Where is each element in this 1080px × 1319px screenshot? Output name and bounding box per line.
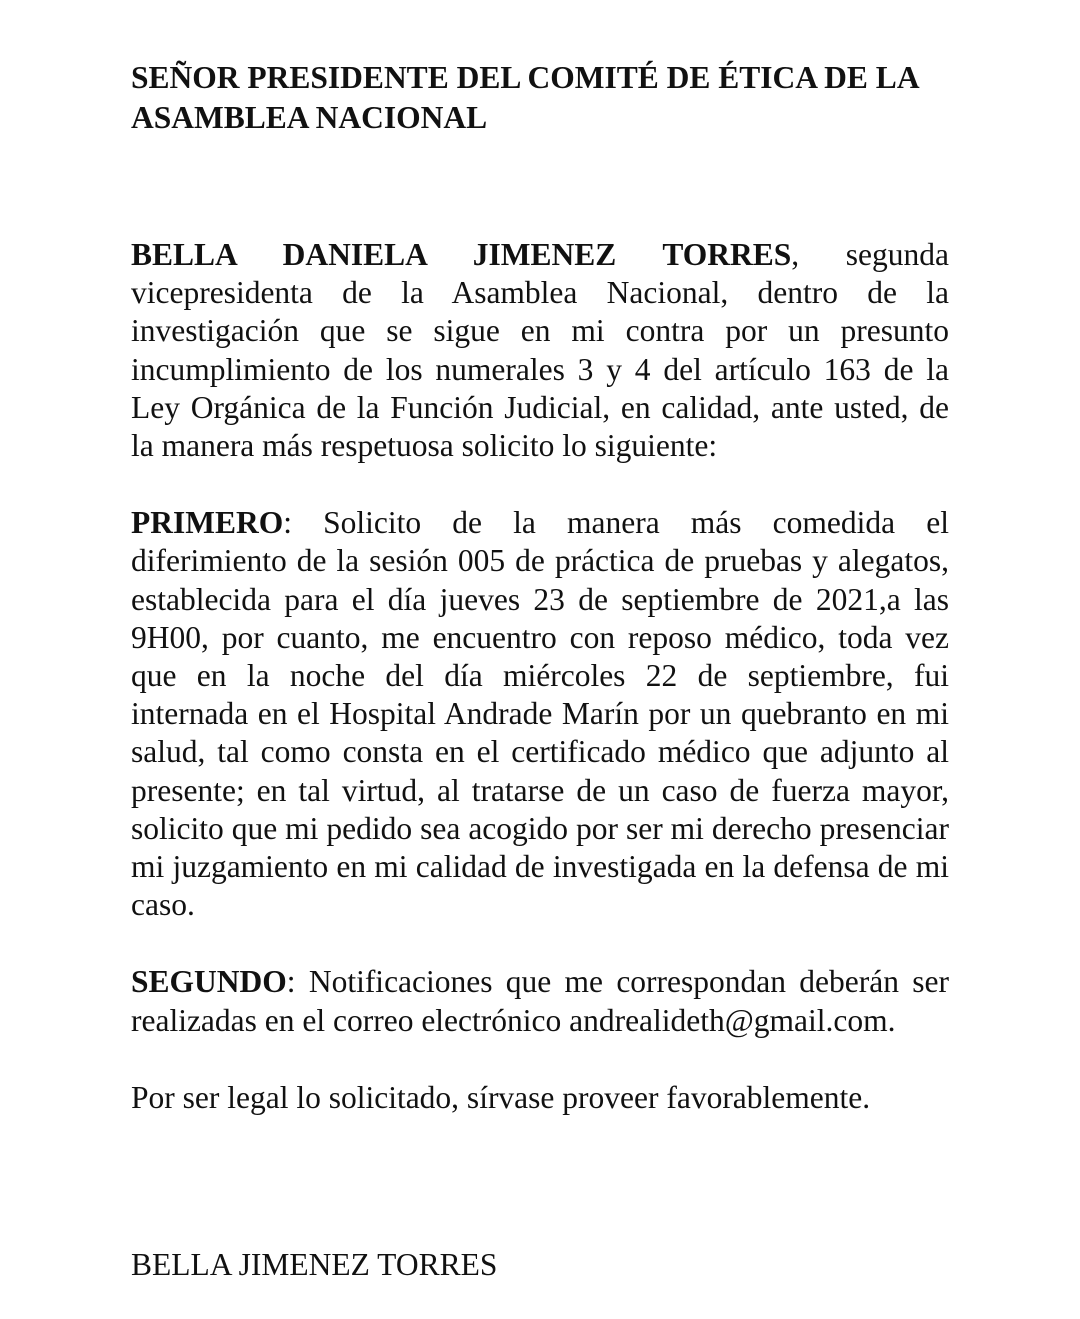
primero-text: : Solicito de la manera más comedida el diferimiento de la sesión 005 de práctica de pruebas y alegatos, establecida para el día jueves 23 de septiembre de 2021,a las 9H00, por cuanto, me encuentro con reposo médico, toda vez que en la noche del día miércoles 22 de septiembre, fui internada en el Hospital Andrade Marín por un quebranto en mi salud, tal como consta en el certificado médico que adjunto al presente; en tal virtud, al tratarse de un caso de fuerza mayor, solicito que mi pedido sea acogido por ser mi derecho presenciar mi juzgamiento en mi calidad de investigada en la defensa de mi caso.: [131, 505, 949, 923]
segundo-label: SEGUNDO: [131, 964, 287, 1000]
primero-label: PRIMERO: [131, 505, 284, 541]
intro-name: BELLA DANIELA JIMENEZ TORRES: [131, 237, 792, 272]
segundo-paragraph: [131, 963, 949, 1039]
closing-paragraph: Por ser legal lo solicitado, sírvase proveer favorablemente.: [131, 1079, 871, 1115]
intro-paragraph: [131, 236, 949, 465]
intro-text: , segunda vicepresidenta de la Asamblea Nacional, dentro de la investigación que se sigue en mi contra por un presunto incumplimiento de los numerales 3 y 4 del artículo 163 de la Ley Orgánica de la Función Judicial, en calidad, ante usted, de la manera más respetuosa solicito lo siguiente:: [131, 237, 949, 464]
segundo-text: : Notificaciones que me correspondan deberán ser realizadas en el correo electrónico andrealideth@gmail.com.: [131, 964, 949, 1038]
primero-paragraph: [131, 504, 949, 924]
document-heading: SEÑOR PRESIDENTE DEL COMITÉ DE ÉTICA DE LA ASAMBLEA NACIONAL: [131, 60, 918, 135]
document-body: [131, 58, 949, 1117]
signature: BELLA JIMENEZ TORRES: [131, 1247, 498, 1282]
